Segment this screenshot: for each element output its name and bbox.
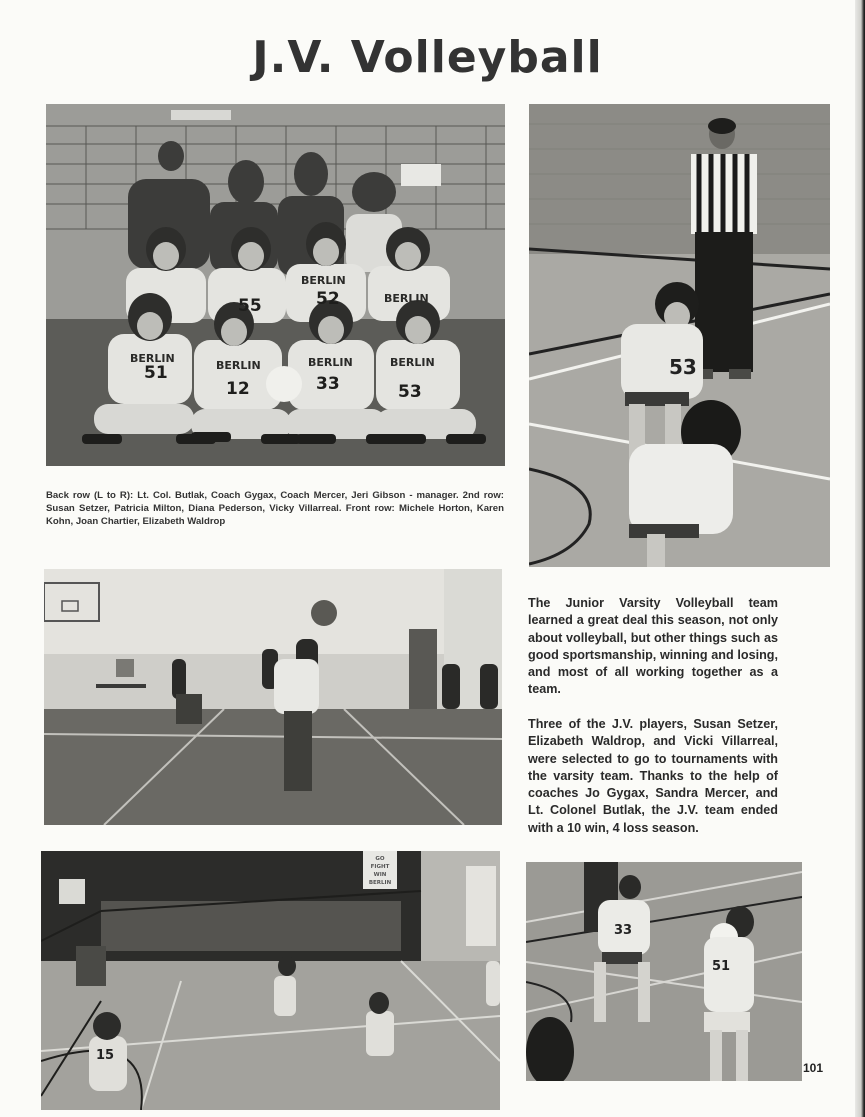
shirt-text: BERLIN xyxy=(390,356,435,369)
jersey-number: 12 xyxy=(226,379,250,399)
page-number: 101 xyxy=(803,1061,824,1075)
action-photo-jersey-number: 33 xyxy=(614,923,633,938)
gym-sign-line: BERLIN xyxy=(368,880,392,886)
article-paragraph-2: Three of the J.V. players, Susan Setzer, Elizabeth Waldrop, and Vicki Villarreal, were selected to go to tournaments with the varsity team. Thanks to the help of coaches Jo Gygax, Sandra Mercer, and Lt. Colonel Butlak, the J.V. team ended with a 10 win, 4 loss season. xyxy=(528,717,778,835)
jersey-number: 51 xyxy=(144,363,168,383)
article-paragraph-1: The Junior Varsity Volleyball team learned a great deal this season, not only about volleyball, but other things such as good sportsmanship, winning and losing, and most of all working together as a team. xyxy=(528,596,778,697)
referee-photo xyxy=(529,104,830,567)
action-photo-jersey-number: 51 xyxy=(712,959,731,974)
gym-sign-line: FIGHT xyxy=(370,864,390,870)
jersey-number: 53 xyxy=(398,382,422,402)
referee-photo-jersey-number: 53 xyxy=(669,355,697,379)
action-closeup-photo xyxy=(526,862,802,1081)
gym-action-photo xyxy=(44,569,502,825)
game-court-photo xyxy=(41,851,500,1110)
jersey-number: 33 xyxy=(316,374,340,394)
gym-sign-line: GO xyxy=(375,856,385,862)
page-edge-shadow xyxy=(855,0,865,1117)
shirt-text: BERLIN xyxy=(384,292,429,305)
gym-sign-line: WIN xyxy=(373,872,387,878)
shirt-text: BERLIN xyxy=(308,356,353,369)
court-photo-jersey-number: 15 xyxy=(96,1048,115,1063)
jersey-number: 55 xyxy=(238,296,262,316)
team-photo xyxy=(46,104,505,466)
page-title: J.V. Volleyball xyxy=(252,32,603,83)
jersey-number: 52 xyxy=(316,289,340,309)
shirt-text: BERLIN xyxy=(130,352,175,365)
shirt-text: BERLIN xyxy=(216,359,261,372)
shirt-text: BERLIN xyxy=(301,274,346,287)
team-photo-caption: Back row (L to R): Lt. Col. Butlak, Coach Gygax, Coach Mercer, Jeri Gibson - manager. 2nd row: Susan Setzer, Patricia Milton, Diana Pederson, Vicky Villarreal. Front row: Michele Horton, Karen Kohn, Joan Chartier, Elizabeth Waldrop xyxy=(46,490,504,527)
